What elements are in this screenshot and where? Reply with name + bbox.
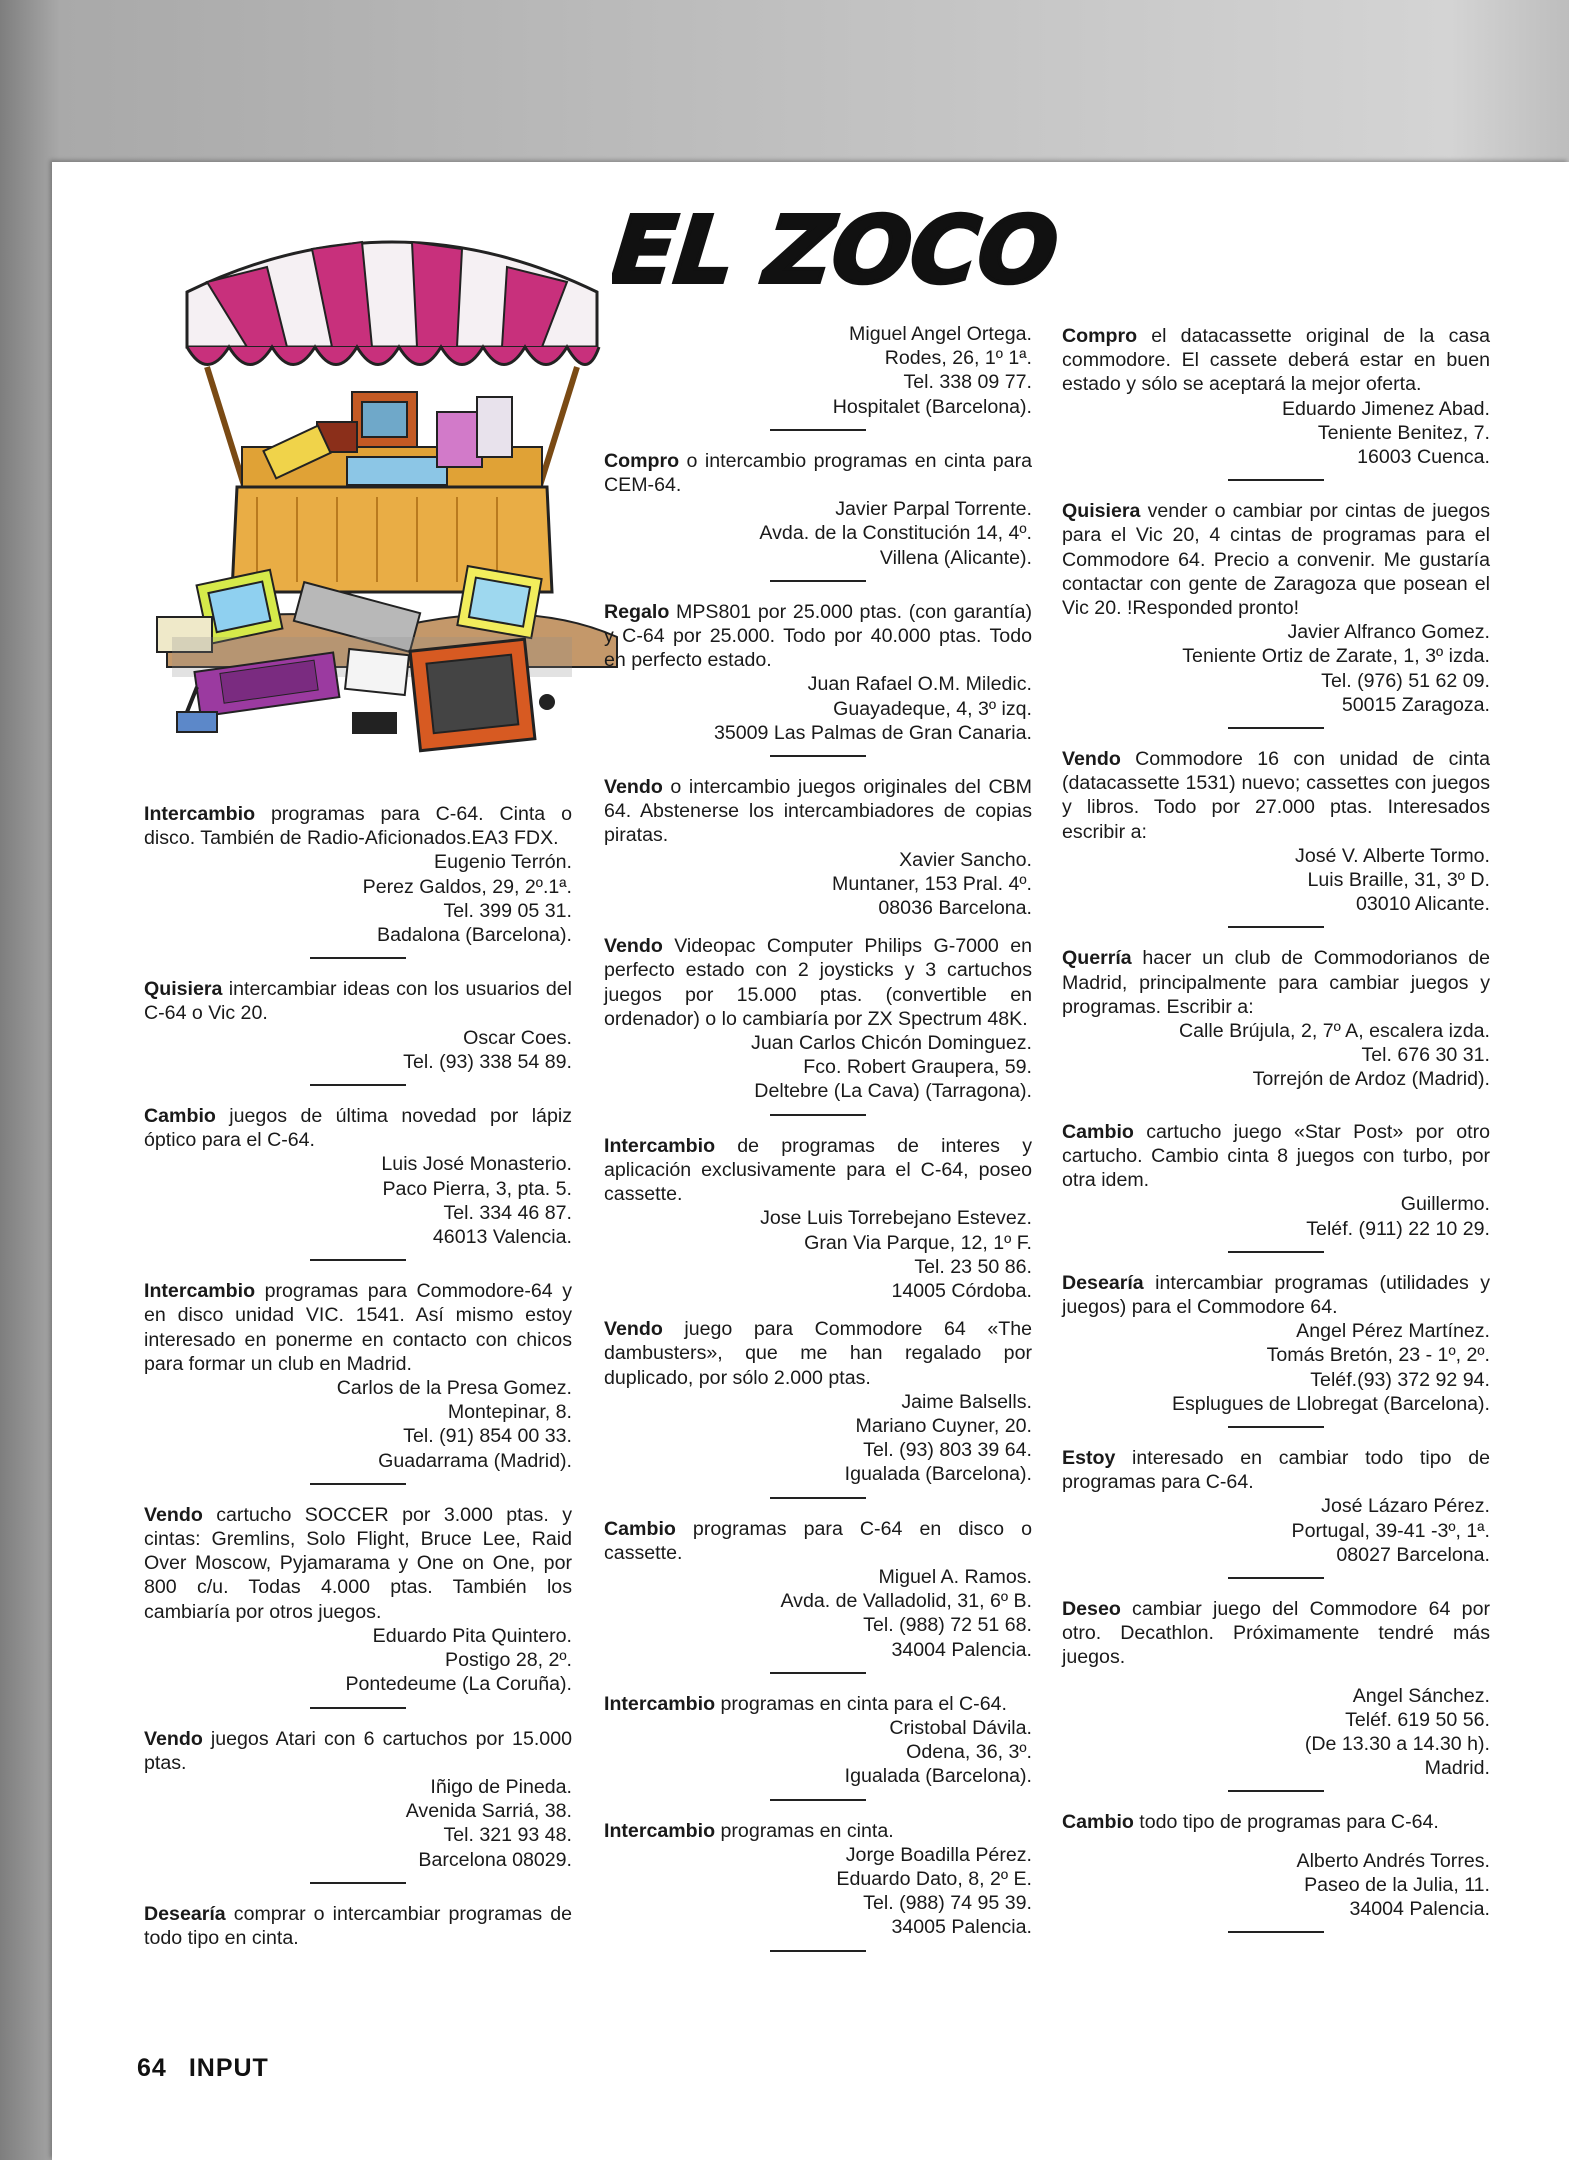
classified-ad	[144, 1104, 572, 1249]
ad-separator	[770, 580, 866, 582]
ad-separator	[310, 1483, 406, 1485]
ad-keyword: Compro	[1062, 325, 1138, 347]
ad-address-line: Jose Luis Torrebejano Estevez.	[760, 1207, 1032, 1230]
ad-body	[1062, 1446, 1490, 1494]
ad-separator	[770, 1497, 866, 1499]
ad-keyword: Intercambio	[144, 1280, 256, 1303]
ad-address-line: Fco. Robert Graupera, 59.	[803, 1056, 1032, 1079]
ad-text: programas para Commodore-64 y en disco unidad VIC. 1541. Así mismo estoy interesado en ponerme en contacto con chicos para formar un club en Madrid.	[144, 1280, 572, 1375]
ad-keyword: Quisiera	[144, 978, 223, 1001]
ad-separator	[1228, 1790, 1324, 1792]
ad-address-line: Mariano Cuyner, 20.	[855, 1414, 1032, 1437]
ad-address-line: Xavier Sancho.	[899, 848, 1032, 871]
ad-address-line: Guayadeque, 4, 3º izq.	[833, 697, 1032, 720]
column-2	[604, 322, 1032, 1970]
ad-address-line: Tel. 321 93 48.	[443, 1824, 572, 1847]
ad-separator	[310, 1707, 406, 1709]
ad-text: intercambiar programas (utilidades y juegos) para el Commodore 64.	[1062, 1271, 1490, 1318]
classified-ad	[1062, 1446, 1490, 1567]
ad-address-line: Guadarrama (Madrid).	[378, 1449, 572, 1472]
ad-body	[1062, 499, 1490, 620]
ad-address-line: Pontedeume (La Coruña).	[345, 1673, 572, 1696]
ad-address-line: Calle Brújula, 2, 7º A, escalera izda.	[1178, 1020, 1490, 1043]
ad-body	[604, 1134, 1032, 1207]
ad-address-line: Jaime Balsells.	[901, 1390, 1032, 1413]
classified-ad	[604, 600, 1032, 745]
ad-separator	[1228, 727, 1324, 729]
ad-text: cartucho juego «Star Post» por otro cartucho. Cambio cinta 8 juegos con turbo, por otra idem.	[1062, 1120, 1490, 1192]
ad-text: hacer un club de Commodorianos de Madrid, principalmente para cambiar juegos y programas. Escribir a:	[1062, 947, 1490, 1018]
title-wordmark	[612, 182, 1092, 312]
page-footer	[137, 2054, 291, 2083]
ad-address-line: Portugal, 39-41 -3º, 1ª.	[1291, 1519, 1490, 1542]
ad-address-line: 34004 Palencia.	[891, 1638, 1032, 1661]
classified-ad	[604, 1692, 1032, 1789]
ad-address-line: Gran Via Parque, 12, 1º F.	[804, 1231, 1032, 1254]
ad-address-line: Tel. (93) 338 54 89.	[403, 1050, 572, 1073]
ad-body	[604, 775, 1032, 848]
ad-text: juegos Atari con 6 cartuchos por 15.000 ptas.	[144, 1727, 572, 1774]
ad-text: programas para C-64. Cinta o disco. También de Radio-Aficionados.EA3 FDX.	[144, 803, 572, 850]
ad-address-line: Teniente Benitez, 7.	[1317, 421, 1490, 444]
ad-keyword: Regalo	[604, 600, 670, 623]
ad-address-line: Eduardo Pita Quintero.	[372, 1624, 572, 1647]
classified-ad	[1062, 499, 1490, 717]
ad-body	[604, 1517, 1032, 1565]
ad-address-line: Tomás Bretón, 23 - 1º, 2º.	[1266, 1344, 1490, 1367]
ad-address-line: 34005 Palencia.	[891, 1916, 1032, 1939]
ad-keyword: Estoy	[1062, 1446, 1116, 1469]
ad-address-line: Deltebre (La Cava) (Tarragona).	[754, 1080, 1032, 1103]
ad-keyword: Compro	[604, 449, 680, 472]
classified-ad	[1062, 946, 1490, 1091]
ad-text: programas en cinta para el C-64.	[715, 1692, 1007, 1715]
column-3	[1062, 324, 1490, 1951]
page-title	[612, 182, 1092, 312]
classified-ad	[604, 1517, 1032, 1662]
ad-address-line: Tel. 334 46 87.	[443, 1201, 572, 1224]
ad-address-line: Torrejón de Ardoz (Madrid).	[1252, 1068, 1490, 1091]
ad-address-line: Badalona (Barcelona).	[377, 924, 572, 947]
ad-gap	[1062, 1092, 1490, 1106]
ad-separator	[770, 1799, 866, 1801]
ad-address-line: 35009 Las Palmas de Gran Canaria.	[713, 721, 1032, 744]
ad-text: intercambiar ideas con los usuarios del C-64 o Vic 20.	[144, 978, 572, 1025]
ad-keyword: Vendo	[1062, 748, 1121, 771]
classified-ad	[144, 802, 572, 947]
ad-address-line: Juan Carlos Chicón Dominguez.	[751, 1032, 1032, 1055]
ad-address-line: Jorge Boadilla Pérez.	[845, 1843, 1032, 1866]
ad-address-line: Cristobal Dávila.	[889, 1716, 1032, 1739]
ad-keyword: Querría	[1062, 947, 1132, 970]
ad-keyword: Cambio	[1062, 1120, 1134, 1143]
ad-address-line: Guillermo.	[1400, 1193, 1490, 1216]
ad-body	[1062, 1597, 1490, 1670]
ad-keyword: Desearía	[1062, 1271, 1144, 1294]
ad-address-line: Tel. (988) 74 95 39.	[863, 1892, 1032, 1915]
ad-text: cartucho SOCCER por 3.000 ptas. y cintas: Gremlins, Solo Flight, Bruce Lee, Raid Over Moscow, Pyjamarama y One on One, por 800 c/u. Todas 4.000 ptas. También los cambiaría por otros juegos.	[144, 1503, 572, 1623]
ad-keyword: Vendo	[144, 1503, 203, 1526]
ad-address-line: 34004 Palencia.	[1349, 1897, 1490, 1920]
ad-address-line: Paseo de la Julia, 11.	[1304, 1873, 1490, 1896]
ad-text: interesado en cambiar todo tipo de programas para C-64.	[1062, 1446, 1490, 1494]
classified-ad	[604, 1134, 1032, 1303]
ad-text: vender o cambiar por cintas de juegos para el Vic 20, 4 cintas de programas para el Commodore 64. Precio a convenir. Me gustaría contactar con gente de Zaragoza que posean el Vic 20. !Responded pronto!	[1062, 500, 1490, 620]
ad-address-line: Tel. (93) 803 39 64.	[863, 1439, 1032, 1462]
ad-address-line: Avenida Sarriá, 38.	[405, 1800, 572, 1823]
classified-ad	[1062, 1120, 1490, 1241]
ad-address-line: Teniente Ortiz de Zarate, 1, 3º izda.	[1182, 645, 1490, 668]
ad-text: o intercambio programas en cinta para CEM-64.	[604, 449, 1032, 497]
ad-address-line: Miguel A. Ramos.	[878, 1565, 1032, 1588]
ad-body	[144, 1279, 572, 1376]
ad-address-line: 16003 Cuenca.	[1357, 446, 1490, 469]
ad-body	[604, 600, 1032, 673]
ad-separator	[1228, 926, 1324, 928]
ad-text: Commodore 16 con unidad de cinta (datacassette 1531) nuevo; cassettes con juegos y libros. Todo por 27.000 ptas. Interesados escribir a:	[1062, 748, 1490, 843]
ad-address-line: Miguel Angel Ortega.	[849, 323, 1032, 345]
ad-separator	[770, 1672, 866, 1674]
ad-address-line: 46013 Valencia.	[432, 1226, 572, 1249]
ad-address-line: Tel. (976) 51 62 09.	[1321, 669, 1490, 692]
classified-ad	[144, 1503, 572, 1697]
ad-body	[1062, 324, 1490, 397]
classified-ad	[604, 322, 1032, 419]
ad-text: MPS801 por 25.000 ptas. (con garantía) y C-64 por 25.000. Todo por 40.000 ptas. Todo en perfecto estado.	[604, 600, 1032, 672]
ad-text: Videopac Computer Philips G-7000 en perfecto estado con 2 joysticks y 3 cartuchos juegos por 15.000 ptas. (convertible en ordenador) o lo cambiaría por ZX Spectrum 48K.	[604, 935, 1032, 1030]
ad-body	[144, 1503, 572, 1624]
ad-separator	[1228, 1577, 1324, 1579]
ad-keyword: Deseo	[1062, 1597, 1121, 1620]
classified-ad	[144, 1902, 572, 1950]
ad-address-line: 03010 Alicante.	[1356, 893, 1490, 916]
classified-ad	[144, 977, 572, 1074]
ad-body	[1062, 946, 1490, 1019]
ad-keyword: Intercambio	[604, 1819, 716, 1842]
ad-separator	[310, 1259, 406, 1261]
ad-address-line: Tel. 23 50 86.	[914, 1255, 1032, 1278]
ad-address-line: Tel. (988) 72 51 68.	[863, 1614, 1032, 1637]
ad-text: todo tipo de programas para C-64.	[1133, 1811, 1439, 1834]
classified-ad	[1062, 1597, 1490, 1780]
ad-address-line: José Lázaro Pérez.	[1321, 1495, 1490, 1518]
ad-address-line: 08027 Barcelona.	[1336, 1543, 1490, 1566]
ad-keyword: Vendo	[604, 776, 663, 799]
ad-address-line: Perez Galdos, 29, 2º.1ª.	[362, 875, 572, 898]
classified-ad	[1062, 1810, 1490, 1921]
ad-body	[604, 1317, 1032, 1390]
ad-address-line: Madrid.	[1424, 1757, 1490, 1780]
ad-address-line: Paco Pierra, 3, pta. 5.	[382, 1177, 572, 1200]
ad-body	[144, 1104, 572, 1152]
ad-gap	[604, 1303, 1032, 1317]
ad-address-line: Teléf. 619 50 56.	[1345, 1708, 1490, 1731]
ad-keyword: Cambio	[604, 1517, 676, 1540]
ad-keyword: Vendo	[144, 1727, 203, 1750]
ad-body	[1062, 1810, 1490, 1834]
ad-address-line: Javier Alfranco Gomez.	[1287, 621, 1490, 644]
ad-address-line: 08036 Barcelona.	[878, 897, 1032, 920]
ad-address-line: Carlos de la Presa Gomez.	[336, 1377, 572, 1400]
ad-separator	[1228, 1426, 1324, 1428]
ad-address-line: Muntaner, 153 Pral. 4º.	[832, 872, 1032, 895]
ad-separator	[770, 1114, 866, 1116]
ad-body	[604, 934, 1032, 1031]
ad-separator	[770, 1950, 866, 1952]
ad-address-line: Tel. 676 30 31.	[1361, 1044, 1490, 1067]
ad-address-line: Eduardo Jimenez Abad.	[1281, 397, 1490, 420]
ad-body	[144, 977, 572, 1025]
ad-text: o intercambio juegos originales del CBM 64. Abstenerse los intercambiadores de copias piratas.	[604, 776, 1032, 847]
ad-body	[604, 1819, 1032, 1843]
classified-ad	[604, 449, 1032, 570]
ad-keyword: Intercambio	[604, 1692, 716, 1715]
ad-body	[604, 1692, 1032, 1716]
ad-text: juego para Commodore 64 «The dambusters», que me han regalado por duplicado, por sólo 2.000 ptas.	[604, 1318, 1032, 1389]
ad-address-line: Montepinar, 8.	[447, 1401, 572, 1424]
ad-text: programas para C-64 en disco o cassette.	[604, 1517, 1032, 1564]
classified-ad	[144, 1279, 572, 1473]
ad-gap	[1062, 1835, 1490, 1849]
ad-address-line: 14005 Córdoba.	[891, 1279, 1032, 1302]
ad-address-line: Tel. 399 05 31.	[443, 899, 572, 922]
ad-keyword: Intercambio	[604, 1134, 716, 1157]
ad-body	[144, 802, 572, 850]
page-number: 64	[137, 2054, 167, 2082]
classified-ad	[1062, 747, 1490, 916]
ad-separator	[770, 755, 866, 757]
ad-address-line: Teléf.(93) 372 92 94.	[1310, 1368, 1490, 1391]
ad-address-line: Avda. de Valladolid, 31, 6º B.	[780, 1590, 1032, 1613]
ad-address-line: Oscar Coes.	[463, 1026, 572, 1049]
ad-keyword: Desearía	[144, 1902, 226, 1925]
ad-address-line: Villena (Alicante).	[879, 546, 1032, 569]
ad-address-line: Juan Rafael O.M. Miledic.	[807, 673, 1032, 696]
ad-address-line: Teléf. (911) 22 10 29.	[1306, 1217, 1490, 1240]
ad-address-line: Barcelona 08029.	[418, 1848, 572, 1871]
ad-text: cambiar juego del Commodore 64 por otro. Decathlon. Próximamente tendré más juegos.	[1062, 1597, 1490, 1669]
ad-body	[144, 1727, 572, 1775]
ad-keyword: Quisiera	[1062, 500, 1141, 523]
classified-ad	[604, 1819, 1032, 1940]
ad-address-line: Luis Braille, 31, 3º D.	[1307, 869, 1490, 892]
ad-separator	[770, 429, 866, 431]
ad-address-line: José V. Alberte Tormo.	[1295, 844, 1490, 867]
ad-keyword: Intercambio	[144, 803, 256, 825]
ad-body	[1062, 1120, 1490, 1193]
ad-address-line: Postigo 28, 2º.	[445, 1649, 572, 1672]
ad-separator	[1228, 1251, 1324, 1253]
ad-address-line: Tel. (91) 854 00 33.	[403, 1425, 572, 1448]
ad-address-line: (De 13.30 a 14.30 h).	[1304, 1732, 1490, 1755]
ad-body	[1062, 747, 1490, 844]
ad-address-line: Igualada (Barcelona).	[844, 1765, 1032, 1788]
classified-ad	[604, 1317, 1032, 1486]
magazine-page	[52, 162, 1569, 2160]
magazine-name: INPUT	[188, 2054, 269, 2082]
classified-ad	[1062, 324, 1490, 469]
ad-address-line: Eduardo Dato, 8, 2º E.	[836, 1867, 1032, 1890]
ad-body	[1062, 1271, 1490, 1319]
classified-ad	[604, 775, 1032, 920]
ad-keyword: Vendo	[604, 1318, 663, 1341]
classified-ad	[1062, 1271, 1490, 1416]
ad-keyword: Cambio	[144, 1105, 216, 1128]
ad-text: el datacassette original de la casa commodore. El cassete deberá estar en buen estado y sólo se aceptará la mejor oferta.	[1062, 325, 1490, 396]
ad-address-line: Eugenio Terrón.	[434, 851, 572, 874]
column-1	[144, 802, 572, 1950]
ad-separator	[1228, 1931, 1324, 1933]
ad-gap	[1062, 1106, 1490, 1120]
ad-address-line: Rodes, 26, 1º 1ª.	[884, 347, 1032, 370]
classified-ad	[604, 934, 1032, 1103]
ad-address-line: 50015 Zaragoza.	[1341, 693, 1490, 716]
ad-separator	[310, 957, 406, 959]
ad-address-line: Igualada (Barcelona).	[844, 1463, 1032, 1486]
ad-address-line: Luis José Monasterio.	[381, 1153, 572, 1176]
ad-text: programas en cinta.	[715, 1819, 894, 1842]
ad-keyword: Cambio	[1062, 1811, 1134, 1834]
classified-ad	[144, 1727, 572, 1872]
ad-separator	[1228, 479, 1324, 481]
ad-gap	[1062, 1670, 1490, 1684]
svg-text:EL ZOCO: EL ZOCO	[612, 196, 1063, 304]
ad-address-line: Hospitalet (Barcelona).	[832, 395, 1032, 418]
ad-address-line: Avda. de la Constitución 14, 4º.	[759, 522, 1032, 545]
ad-separator	[310, 1882, 406, 1884]
ad-gap	[604, 920, 1032, 934]
ad-address-line: Angel Pérez Martínez.	[1296, 1320, 1490, 1343]
ad-separator	[310, 1084, 406, 1086]
ad-text: de programas de interes y aplicación exclusivamente para el C-64, poseo cassette.	[604, 1134, 1032, 1206]
ad-address-line: Esplugues de Llobregat (Barcelona).	[1171, 1392, 1490, 1415]
ad-body	[144, 1902, 572, 1950]
ad-keyword: Vendo	[604, 935, 663, 958]
ad-address-line: Javier Parpal Torrente.	[835, 498, 1032, 521]
ad-address-line: Odena, 36, 3º.	[906, 1741, 1032, 1764]
ad-body	[604, 449, 1032, 497]
ad-text: juegos de última novedad por lápiz óptico para el C-64.	[144, 1105, 572, 1152]
ad-address-line: Alberto Andrés Torres.	[1296, 1849, 1490, 1872]
market-stall-illustration	[147, 197, 637, 807]
ad-text: comprar o intercambiar programas de todo tipo en cinta.	[144, 1902, 572, 1949]
ad-address-line: Angel Sánchez.	[1352, 1684, 1490, 1707]
ad-address-line: Iñigo de Pineda.	[430, 1775, 572, 1798]
ad-address-line: Tel. 338 09 77.	[903, 371, 1032, 394]
